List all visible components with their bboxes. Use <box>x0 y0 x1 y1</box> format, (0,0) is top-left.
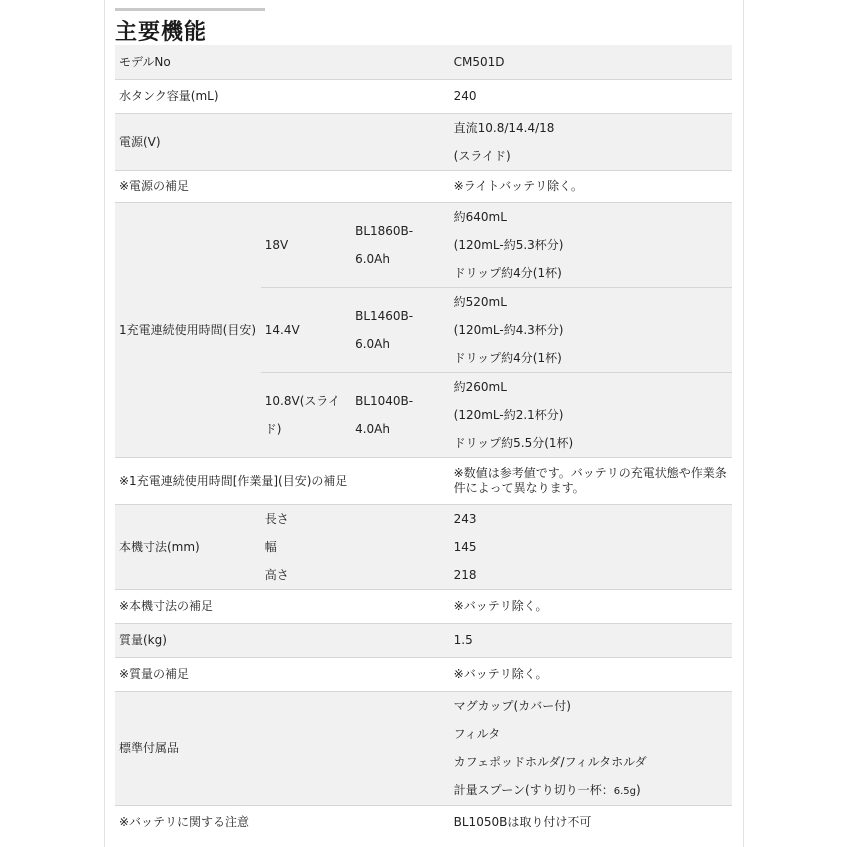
row-runtime <box>115 202 732 287</box>
row-value: ※ライトバッテリ除く。 <box>450 170 732 202</box>
value-line: 約640mL <box>453 209 507 224</box>
value-line: ドリップ約5.5分(1杯) <box>453 435 574 450</box>
row-label: 標準付属品 <box>115 691 450 805</box>
voltage-cell: 18V <box>261 202 351 287</box>
row-value: 240 <box>450 79 732 113</box>
page-title: 主要機能 <box>115 20 208 45</box>
row-label: 電源(V) <box>115 113 450 170</box>
row-value: 218 <box>450 561 732 590</box>
row-value: BL1050Bは取り付け不可 <box>450 805 732 839</box>
value-line: (120mL-約5.3杯分) <box>453 237 564 252</box>
row-label: 本機寸法(mm) <box>115 504 261 589</box>
row-value <box>450 113 732 170</box>
row-value <box>450 202 732 287</box>
battery-cell: BL1040B-4.0Ah <box>351 372 450 457</box>
value-line: ドリップ約4分(1杯) <box>453 265 562 280</box>
row-value: CM501D <box>450 45 732 79</box>
value-line: ドリップ約4分(1杯) <box>453 350 562 365</box>
row-value <box>450 287 732 372</box>
row-weight-note <box>115 657 732 691</box>
value-line: 約260mL <box>453 379 507 394</box>
row-value: 1.5 <box>450 623 732 657</box>
row-value <box>450 372 732 457</box>
dimension-name: 高さ <box>261 561 450 590</box>
row-power-note <box>115 170 732 202</box>
row-value: 243 <box>450 504 732 533</box>
row-label: ※1充電連続使用時間[作業量](目安)の補足 <box>115 457 450 504</box>
section-header <box>115 8 265 46</box>
row-value: ※バッテリ除く。 <box>450 589 732 623</box>
row-runtime-note <box>115 457 732 504</box>
row-label: ※バッテリに関する注意 <box>115 805 450 839</box>
row-label: ※質量の補足 <box>115 657 450 691</box>
value-line: 約520mL <box>453 294 507 309</box>
accessory-item: フィルタ <box>453 727 501 741</box>
accessory-item: マグカップ(カバー付) <box>453 699 571 713</box>
row-value <box>450 691 732 805</box>
row-value <box>450 457 732 504</box>
accessory-item <box>454 776 728 804</box>
accessory-amount: 6.5g <box>613 786 636 797</box>
title-rule <box>115 8 265 11</box>
spec-table <box>115 45 732 839</box>
value-line: (120mL-約4.3杯分) <box>453 322 564 337</box>
voltage-cell: 14.4V <box>261 287 351 372</box>
row-tank <box>115 79 732 113</box>
row-value: 145 <box>450 533 732 561</box>
row-power <box>115 113 732 170</box>
row-label: 質量(kg) <box>115 623 450 657</box>
row-accessories <box>115 691 732 805</box>
row-label: モデルNo <box>115 45 450 79</box>
value-line: (スライド) <box>453 148 511 163</box>
row-label: 1充電連続使用時間(目安) <box>115 202 261 457</box>
dimension-name: 幅 <box>261 533 450 561</box>
row-model <box>115 45 732 79</box>
row-weight <box>115 623 732 657</box>
voltage-cell: 10.8V(スライド) <box>261 372 351 457</box>
row-label: ※電源の補足 <box>115 170 450 202</box>
row-battery-note <box>115 805 732 839</box>
value-line: (120mL-約2.1杯分) <box>453 407 564 422</box>
note-text: ※数値は参考値です。バッテリの充電状態や作業条件によって異なります。 <box>453 465 727 495</box>
accessory-item: カフェポッドホルダ/フィルタホルダ <box>453 755 647 769</box>
row-dimensions-note <box>115 589 732 623</box>
accessory-text-end: ) <box>636 783 641 797</box>
battery-cell: BL1460B-6.0Ah <box>351 287 450 372</box>
battery-cell: BL1860B-6.0Ah <box>351 202 450 287</box>
row-label: ※本機寸法の補足 <box>115 589 450 623</box>
row-label: 水タンク容量(mL) <box>115 79 450 113</box>
row-value: ※バッテリ除く。 <box>450 657 732 691</box>
row-dimensions <box>115 504 732 533</box>
dimension-name: 長さ <box>261 504 450 533</box>
accessory-text: 計量スプーン(すり切り一杯： <box>453 783 614 797</box>
value-line: 直流10.8/14.4/18 <box>453 120 555 135</box>
